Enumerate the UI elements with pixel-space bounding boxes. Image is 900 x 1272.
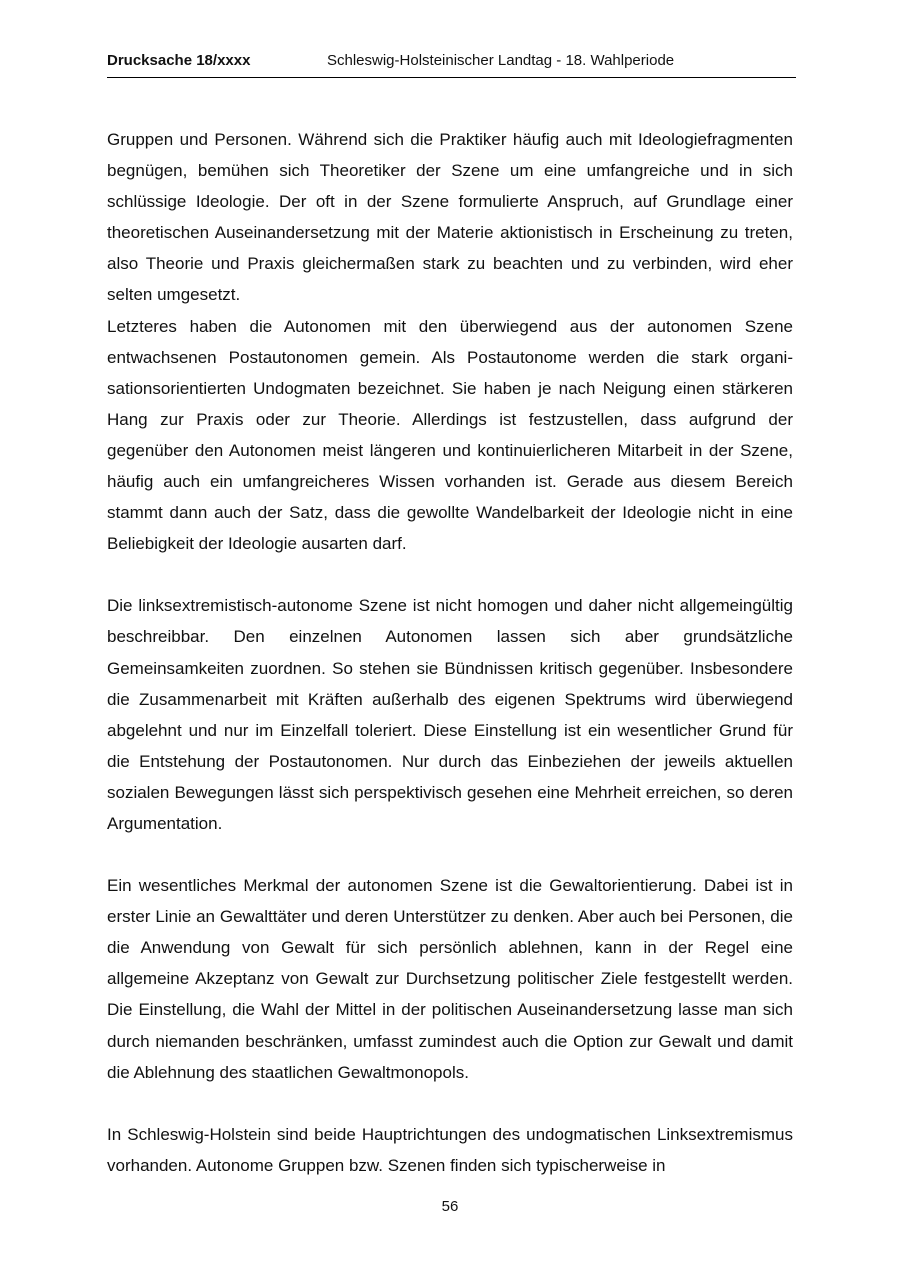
paragraph-1: Gruppen und Personen. Während sich die Praktiker häufig auch mit Ideologiefragmenten begnügen, bemühen sich Theoretiker der Szene um eine umfangreiche und in sich schlüssige Ideologie. Der oft in der Szene formulierte Anspruch, auf Grundlage einer theoretischen Auseinandersetzung mit der Materie aktionistisch in Erscheinung zu treten, also Theorie und Praxis gleichermaßen stark zu beachten und zu verbinden, wird eher selten umgesetzt. [107, 130, 793, 305]
paragraph-2: Letzteres haben die Autonomen mit den überwiegend aus der autonomen Szene entwachsenen Postautonomen gemein. Als Postautonome werden die stark organisationsorientierten Undogmaten bezeichnet. Sie haben je nach Neigung einen stärkeren Hang zur Praxis oder zur Theorie. Allerdings ist festzustellen, dass aufgrund der gegenüber den Autonomen meist längeren und kontinuierlicheren Mitarbeit in der Szene, häufig auch ein umfangreicheres Wissen vorhanden ist. Gerade aus diesem Bereich stammt dann auch der Satz, dass die gewollte Wandelbarkeit der Ideologie nicht in eine Beliebigkeit der Ideologie ausarten darf. [107, 316, 793, 554]
page-header [107, 52, 796, 78]
page-number: 56 [441, 1198, 459, 1215]
paragraph-3: Die linksextremistisch-autonome Szene ist nicht homogen und daher nicht allgemeingültig beschreibbar. Den einzelnen Autonomen lassen sich aber grundsätzliche Gemeinsamkeiten zuordnen. So stehen sie Bündnissen kritisch gegenüber. Insbesondere die Zusammenarbeit mit Kräften außerhalb des eigenen Spektrums wird überwiegend abgelehnt und nur im Einzelfall toleriert. Diese Einstellung ist ein wesentlicher Grund für die Entstehung der Postautonomen. Nur durch das Einbeziehen der jeweils aktuellen sozialen Bewegungen lässt sich perspektivisch gesehen eine Mehrheit erreichen, so deren Argumentation. [107, 596, 793, 833]
document-number: Drucksache 18/xxxx [107, 52, 251, 69]
header-institution: Schleswig-Holsteinischer Landtag - 18. Wahlperiode [327, 52, 675, 69]
document-body [107, 124, 793, 1181]
paragraph-4: Ein wesentliches Merkmal der autonomen Szene ist die Gewaltorientierung. Dabei ist in erster Linie an Gewalttäter und deren Unterstützer zu denken. Aber auch bei Personen, die die Anwendung von Gewalt für sich persönlich ablehnen, kann in der Regel eine allgemeine Akzeptanz von Gewalt zur Durchsetzung politischer Ziele festgestellt werden. Die Einstellung, die Wahl der Mittel in der politischen Auseinandersetzung lasse man sich durch niemanden beschränken, umfasst zumindest auch die Option zur Gewalt und damit die Ablehnung des staatlichen Gewaltmonopols. [107, 876, 793, 1082]
paragraph-5: In Schleswig-Holstein sind beide Hauptrichtungen des undogmatischen Linksextremismus vorhanden. Autonome Gruppen bzw. Szenen finden sich typischerweise in [107, 1124, 793, 1175]
